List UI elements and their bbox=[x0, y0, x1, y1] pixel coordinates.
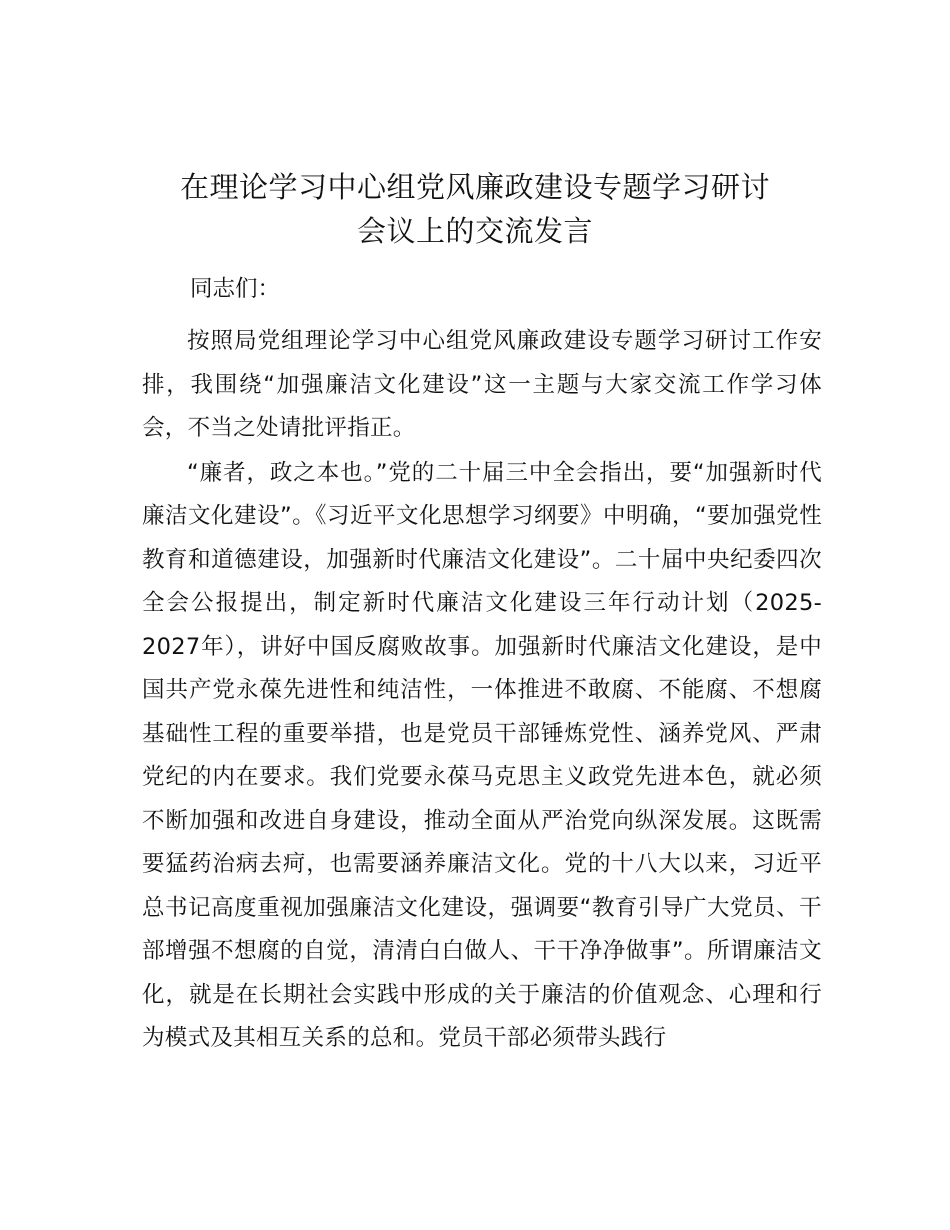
document-title bbox=[120, 165, 830, 253]
document-body bbox=[142, 320, 822, 1062]
title-line-1: 在理论学习中心组党风廉政建设专题学习研讨 bbox=[179, 170, 770, 204]
paragraph-intro: 按照局党组理论学习中心组党风廉政建设专题学习研讨工作安排，我围绕“加强廉洁文化建设”这一主题与大家交流工作学习体会，不当之处请批评指正。 bbox=[142, 328, 822, 441]
paragraph-main: “廉者，政之本也。”党的二十届三中全会指出，要“加强新时代廉洁文化建设”。《习近平文化思想学习纲要》中明确，“要加强党性教育和道德建设，加强新时代廉洁文化建设”。二十届中央纪委四次全会公报提出，制定新时代廉洁文化建设三年行动计划（2025-2027年），讲好中国反腐败故事。加强新时代廉洁文化建设，是中国共产党永葆先进性和纯洁性，一体推进不敢腐、不能腐、不想腐基础性工程的重要举措，也是党员干部锤炼党性、涵养党风、严肃党纪的内在要求。我们党要永葆马克思主义政党先进本色，就必须不断加强和改进自身建设，推动全面从严治党向纵深发展。这既需要猛药治病去疴，也需要涵养廉洁文化。党的十八大以来，习近平总书记高度重视加强廉洁文化建设，强调要“教育引导广大党员、干部增强不想腐的自觉，清清白白做人、干干净净做事”。所谓廉洁文化，就是在长期社会实践中形成的关于廉洁的价值观念、心理和行为模式及其相互关系的总和。党员干部必须带头践行 bbox=[142, 459, 822, 1051]
title-line-2: 会议上的交流发言 bbox=[356, 214, 593, 248]
salutation: 同志们： bbox=[190, 276, 281, 302]
